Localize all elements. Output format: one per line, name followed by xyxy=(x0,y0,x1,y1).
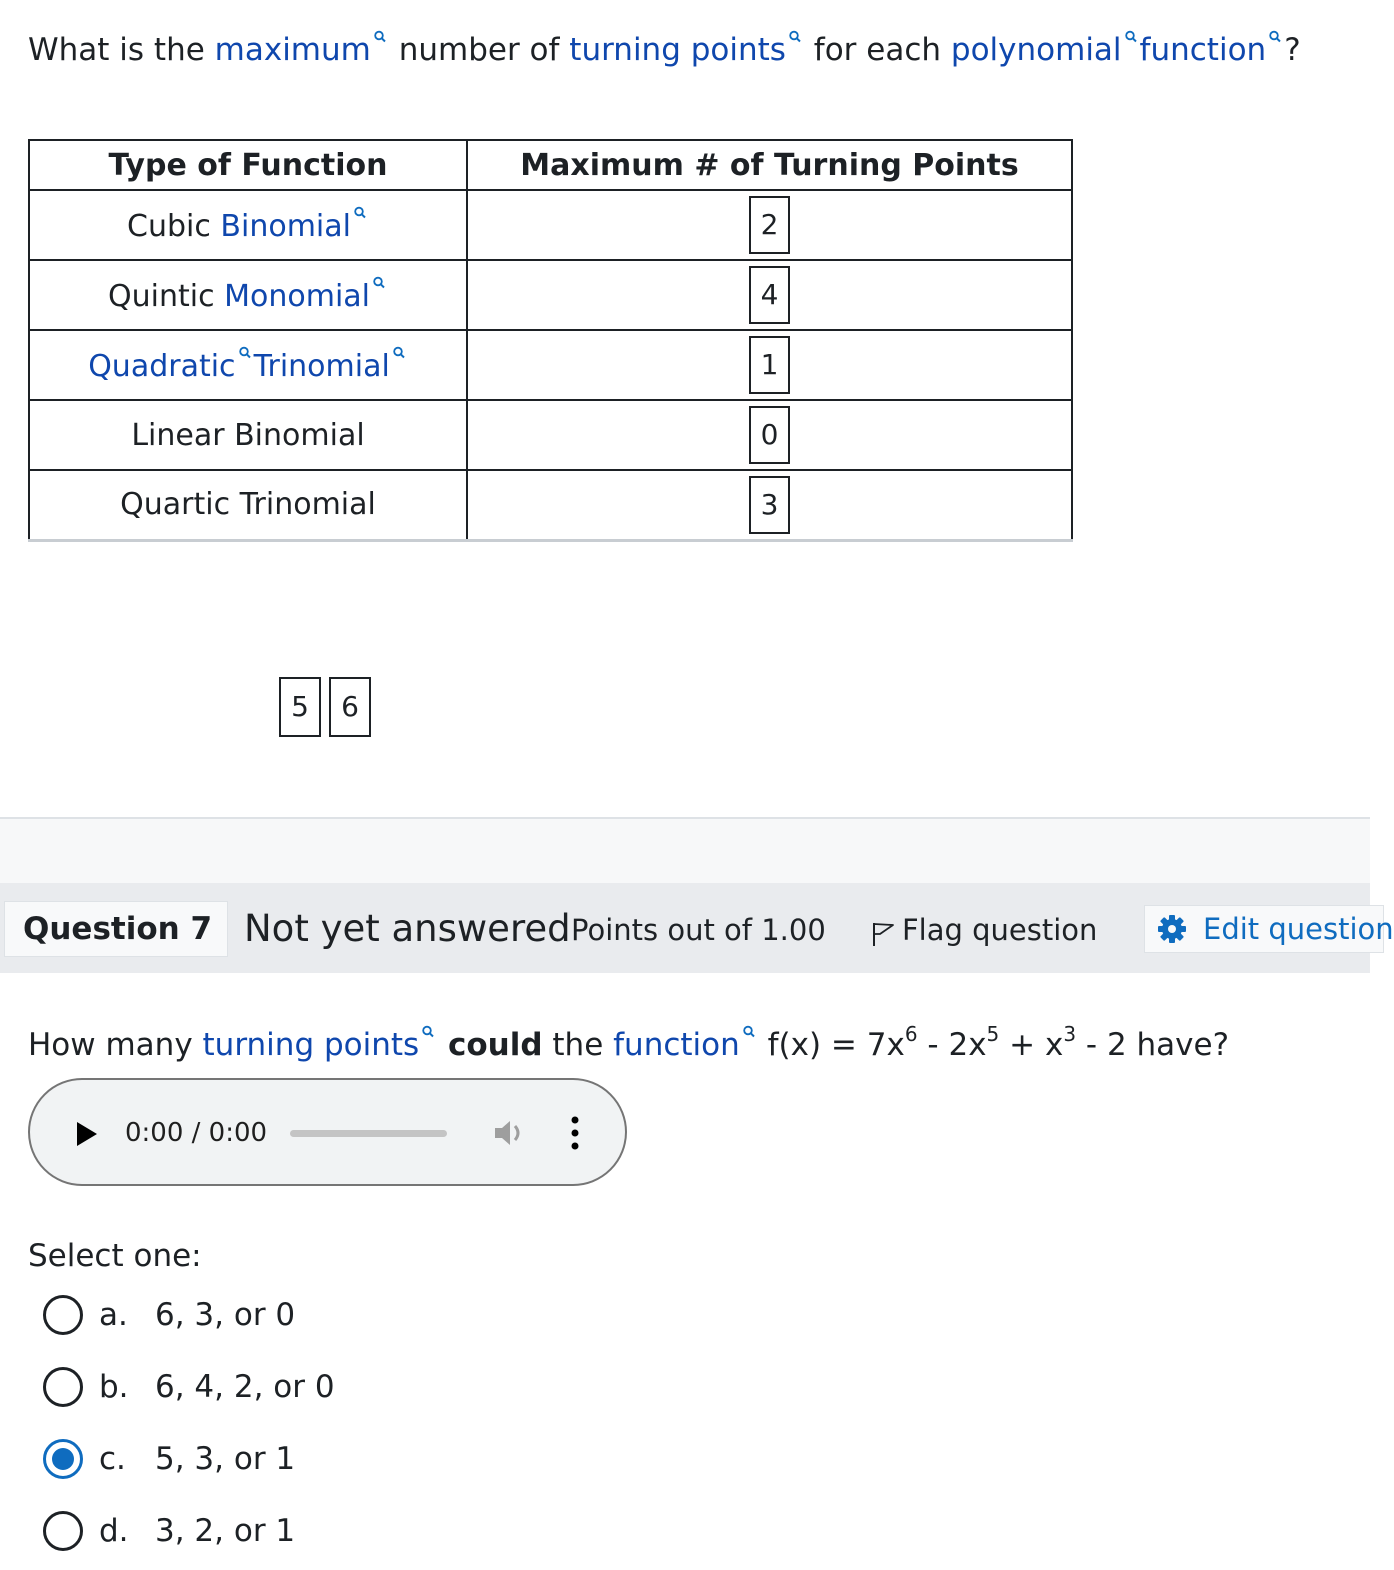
option-text: 5, 3, or 1 xyxy=(155,1441,296,1477)
radio-button[interactable] xyxy=(43,1511,83,1551)
play-icon[interactable] xyxy=(74,1120,100,1148)
exponent: 5 xyxy=(986,1022,1000,1046)
table-row xyxy=(29,330,1072,400)
glossary-link-binomial[interactable]: Binomial xyxy=(220,209,351,244)
question-number: Question 7 xyxy=(4,901,228,957)
glossary-search-icon[interactable] xyxy=(238,346,252,360)
option-letter: c. xyxy=(99,1441,126,1477)
answer-option-c[interactable] xyxy=(43,1436,295,1482)
function-type-text: Cubic xyxy=(127,209,221,244)
glossary-link-turning-points[interactable]: turning points xyxy=(202,1027,420,1063)
option-letter: d. xyxy=(99,1513,129,1549)
glossary-link-monomial[interactable]: Monomial xyxy=(224,279,370,314)
flag-question-label: Flag question xyxy=(902,913,1098,947)
function-type-text: Quartic Trinomial xyxy=(120,487,376,523)
table-header-row xyxy=(29,140,1072,190)
function-type-cell xyxy=(29,260,467,330)
placed-answer-chip[interactable]: 1 xyxy=(749,336,790,394)
glossary-search-icon[interactable] xyxy=(788,30,802,44)
function-type-cell xyxy=(29,400,467,470)
radio-button[interactable] xyxy=(43,1367,83,1407)
radio-button-selected[interactable] xyxy=(43,1439,83,1479)
question-state: Not yet answered xyxy=(244,907,571,950)
function-type-text: Quintic xyxy=(108,279,225,314)
function-type-text: Linear Binomial xyxy=(131,417,365,453)
glossary-link-function[interactable]: function xyxy=(1139,32,1267,68)
drop-zone-cell xyxy=(467,330,1072,400)
answer-option-d[interactable] xyxy=(43,1508,295,1554)
glossary-search-icon[interactable] xyxy=(372,276,386,290)
prompt-text: What is the xyxy=(28,32,215,68)
question-text: How many xyxy=(28,1027,203,1063)
equation-part: - 2x xyxy=(917,1027,987,1063)
exponent: 3 xyxy=(1063,1022,1077,1046)
audio-time: 0:00 / 0:00 xyxy=(125,1118,268,1148)
gear-icon xyxy=(1157,914,1187,944)
equation-part: + x xyxy=(999,1027,1064,1063)
drag-choice[interactable]: 5 xyxy=(279,677,321,737)
turning-points-table xyxy=(28,139,1073,542)
option-text: 6, 3, or 0 xyxy=(155,1297,296,1333)
prompt-text: number of xyxy=(388,32,570,68)
placed-answer-chip[interactable]: 4 xyxy=(749,266,790,324)
question-points: Points out of 1.00 xyxy=(571,913,826,947)
question-text: the xyxy=(542,1027,614,1063)
question-separator xyxy=(0,817,1370,883)
glossary-search-icon[interactable] xyxy=(742,1025,756,1039)
function-type-cell xyxy=(29,190,467,260)
glossary-search-icon[interactable] xyxy=(421,1025,435,1039)
glossary-link-quadratic[interactable]: Quadratic xyxy=(88,349,236,384)
glossary-search-icon[interactable] xyxy=(1124,30,1138,44)
function-type-cell xyxy=(29,470,467,540)
audio-player xyxy=(28,1078,627,1186)
select-one-label: Select one: xyxy=(28,1238,202,1274)
exponent: 6 xyxy=(904,1022,918,1046)
edit-question-link[interactable] xyxy=(1144,905,1394,953)
equation-part: - 2 have? xyxy=(1076,1027,1230,1063)
option-text: 6, 4, 2, or 0 xyxy=(155,1369,335,1405)
column-header-type: Type of Function xyxy=(29,140,467,190)
option-text: 3, 2, or 1 xyxy=(155,1513,296,1549)
glossary-link-function[interactable]: function xyxy=(613,1027,740,1063)
glossary-link-turning-points[interactable]: turning points xyxy=(569,32,786,68)
radio-button[interactable] xyxy=(43,1295,83,1335)
edit-question-label: Edit question xyxy=(1203,912,1394,946)
table-row xyxy=(29,190,1072,260)
answer-option-b[interactable] xyxy=(43,1364,335,1410)
flag-question-button[interactable] xyxy=(870,913,1097,947)
drag-choice[interactable]: 6 xyxy=(329,677,371,737)
function-type-cell xyxy=(29,330,467,400)
glossary-search-icon[interactable] xyxy=(392,346,406,360)
drop-zone-cell xyxy=(467,470,1072,540)
drop-zone-cell xyxy=(467,400,1072,470)
glossary-link-maximum[interactable]: maximum xyxy=(214,32,371,68)
volume-icon[interactable] xyxy=(492,1117,528,1149)
glossary-search-icon[interactable] xyxy=(1268,30,1282,44)
option-letter: a. xyxy=(99,1297,128,1333)
glossary-link-trinomial[interactable]: Trinomial xyxy=(253,349,390,384)
equation-part: f(x) = 7x xyxy=(757,1027,905,1063)
drag-choices-tray xyxy=(279,677,371,737)
prompt-text: for each xyxy=(803,32,951,68)
audio-progress-slider[interactable] xyxy=(290,1130,447,1137)
question-6-prompt xyxy=(28,30,1301,68)
prompt-text: ? xyxy=(1284,32,1301,68)
placed-answer-chip[interactable]: 0 xyxy=(749,406,790,464)
emphasis-could: could xyxy=(437,1027,543,1063)
table-row xyxy=(29,470,1072,540)
question-7-text xyxy=(28,1022,1230,1063)
more-options-icon[interactable] xyxy=(568,1115,582,1151)
table-row xyxy=(29,400,1072,470)
glossary-search-icon[interactable] xyxy=(353,206,367,220)
table-row xyxy=(29,260,1072,330)
column-header-max-turning-points: Maximum # of Turning Points xyxy=(467,140,1072,190)
glossary-search-icon[interactable] xyxy=(373,30,387,44)
drop-zone-cell xyxy=(467,260,1072,330)
option-letter: b. xyxy=(99,1369,129,1405)
flag-icon xyxy=(870,919,896,947)
placed-answer-chip[interactable]: 2 xyxy=(749,196,790,254)
glossary-link-polynomial[interactable]: polynomial xyxy=(950,32,1122,68)
placed-answer-chip[interactable]: 3 xyxy=(749,476,790,534)
question-7-info-bar xyxy=(0,883,1394,973)
drop-zone-cell xyxy=(467,190,1072,260)
answer-option-a[interactable] xyxy=(43,1292,295,1338)
